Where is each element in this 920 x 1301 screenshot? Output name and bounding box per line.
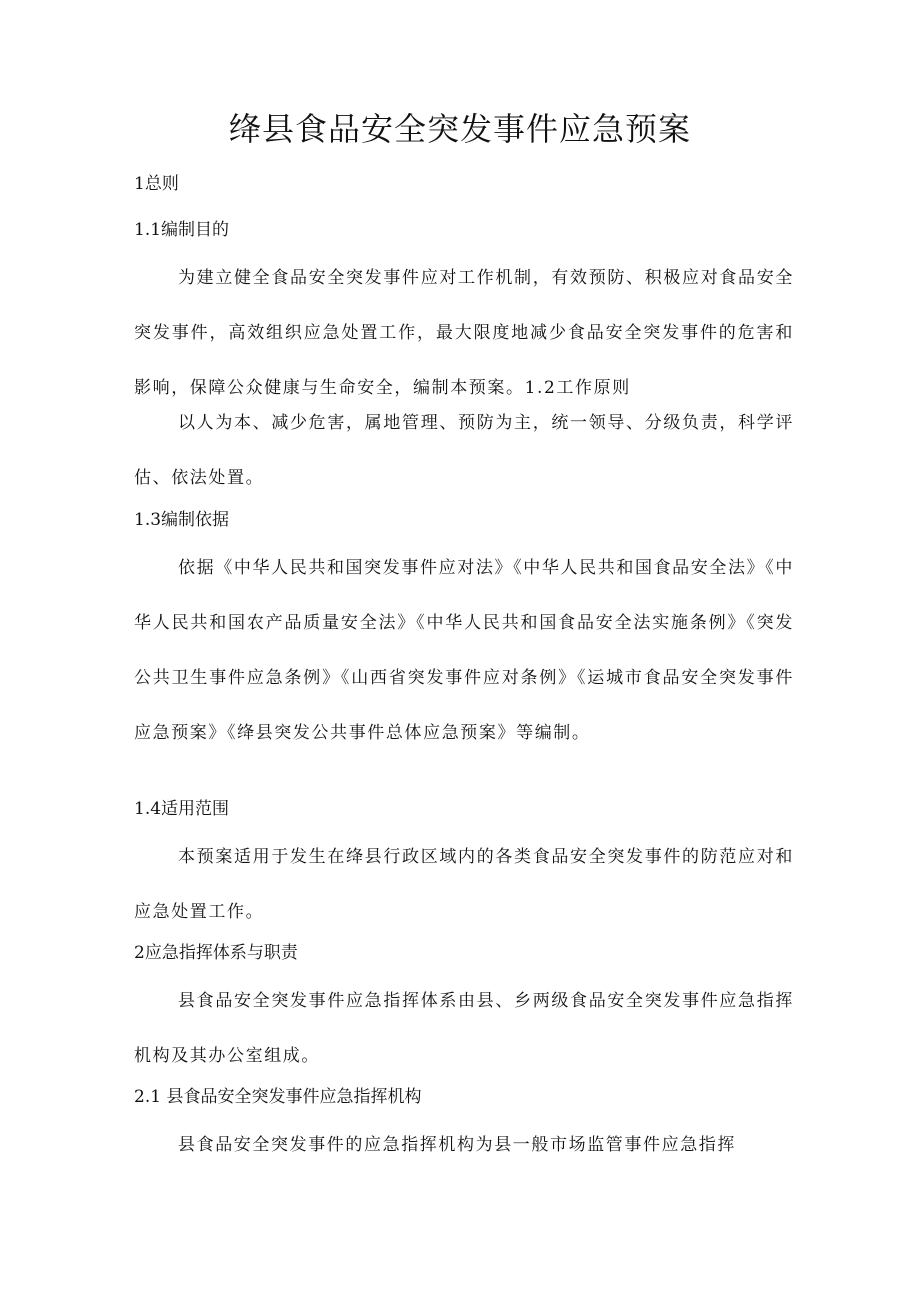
paragraph-command-system: 县食品安全突发事件应急指挥体系由县、乡两级食品安全突发事件应急指挥机构及其办公室组成。: [134, 991, 794, 1066]
section-heading-2-1: 2.1 县食品安全突发事件应急指挥机构: [134, 1087, 422, 1107]
paragraph-scope: 本预案适用于发生在绛县行政区域内的各类食品安全突发事件的防范应对和应急处置工作。: [134, 847, 794, 922]
paragraph-command-agency: 县食品安全突发事件的应急指挥机构为县一般市场监管事件应急指挥: [178, 1135, 736, 1155]
section-heading-2: 2应急指挥体系与职责: [134, 943, 298, 963]
section-heading-1-1: 1.1编制目的: [134, 220, 230, 240]
section-heading-1-3: 1.3编制依据: [134, 510, 230, 530]
section-heading-1: 1总则: [134, 174, 179, 194]
paragraph-basis: 依据《中华人民共和国突发事件应对法》《中华人民共和国食品安全法》《中华人民共和国农产品质量安全法》《中华人民共和国食品安全法实施条例》《突发公共卫生事件应急条例》《山西省突发事件应对条例》《运城市食品安全突发事件应急预案》《绛县突发公共事件总体应急预案》等编制。: [134, 558, 794, 743]
paragraph-principles: 以人为本、减少危害，属地管理、预防为主，统一领导、分级负责，科学评估、依法处置。: [134, 413, 794, 488]
document-title: 绛县食品安全突发事件应急预案: [228, 110, 691, 148]
section-heading-1-4: 1.4适用范围: [134, 799, 230, 819]
paragraph-purpose: 为建立健全食品安全突发事件应对工作机制，有效预防、积极应对食品安全突发事件，高效组织应急处置工作，最大限度地减少食品安全突发事件的危害和影响，保障公众健康与生命安全，编制本预案。1.2工作原则: [134, 268, 794, 398]
